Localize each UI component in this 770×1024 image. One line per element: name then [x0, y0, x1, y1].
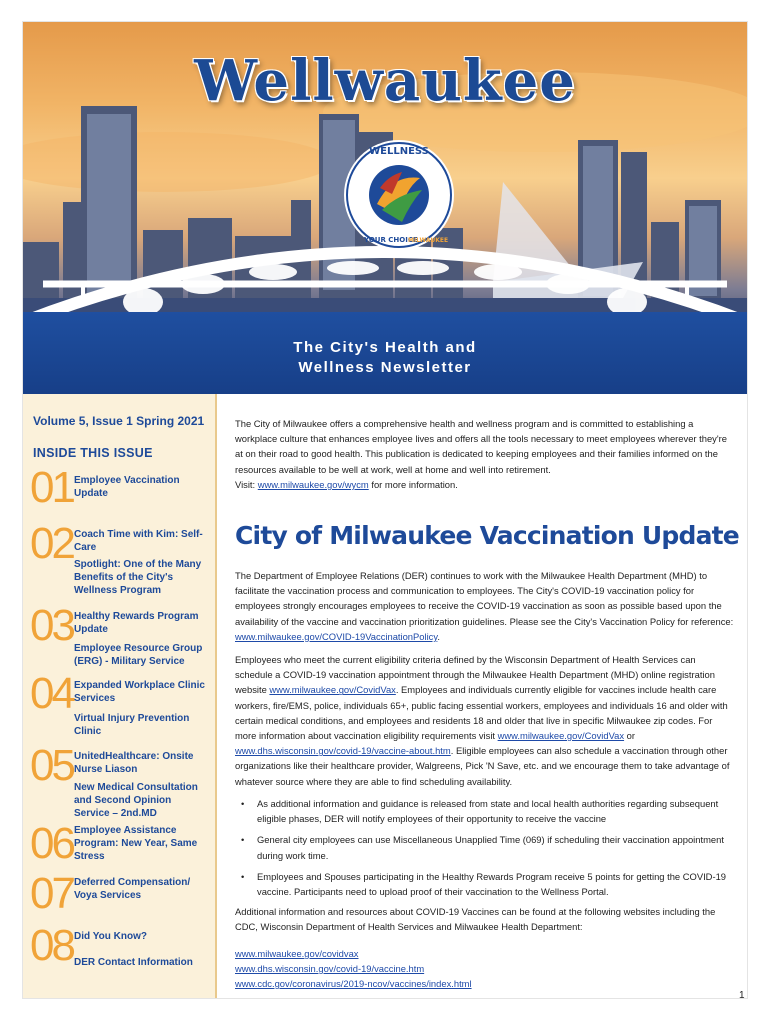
- sidebar: [23, 394, 217, 998]
- toc-item[interactable]: Spotlight: One of the Many Benefits of the City's Wellness Program: [74, 559, 202, 596]
- logo-bottom-right: MILWAUKEE: [408, 237, 449, 244]
- bullet-text: Employees and Spouses participating in the Healthy Rewards Program receive 5 points for getting the COVID-19 vaccine. Participants need to upload proof of their vaccination to the Wellness Portal.: [257, 870, 726, 898]
- list-item: [235, 869, 735, 899]
- toc-item[interactable]: Virtual Injury Prevention Clinic: [74, 713, 190, 737]
- bullet-list: [235, 796, 735, 905]
- header-banner: [23, 22, 747, 394]
- covidvax-link-2[interactable]: www.milwaukee.gov/CovidVax: [497, 730, 625, 742]
- newsletter-subtitle: [23, 338, 747, 378]
- toc-number: 02: [30, 519, 73, 568]
- toc-item[interactable]: Coach Time with Kim: Self-Care: [74, 529, 203, 553]
- p2-text-b: . Employees and individuals currently eligible for vaccines include health care workers, fire/EMS, police, individuals 65+, public facing essential workers, employees and individuals 16 and older with certain medical conditions, and employees and residents 18 and older that live in specific Milwaukee zip codes. For more information about vaccination eligibility requirements visit: [235, 684, 728, 742]
- volume-label: Volume 5, Issue 1 Spring 2021: [33, 414, 205, 428]
- toc-item[interactable]: New Medical Consultation and Second Opinion Service – 2nd.MD: [74, 782, 198, 819]
- p2-or: or: [624, 730, 636, 742]
- vaccination-policy-link[interactable]: www.milwaukee.gov/COVID-19VaccinationPolicy: [235, 630, 438, 642]
- intro-paragraph: [235, 416, 735, 492]
- toc-number: 05: [30, 741, 73, 790]
- inside-this-issue-heading: INSIDE THIS ISSUE: [33, 446, 153, 460]
- toc-item[interactable]: Employee Vaccination Update: [74, 475, 180, 499]
- list-item: [235, 832, 735, 862]
- wycm-link[interactable]: www.milwaukee.gov/wycm: [257, 478, 369, 490]
- toc-number: 04: [30, 669, 73, 718]
- resource-links: [235, 946, 735, 991]
- newsletter-page: [23, 22, 747, 998]
- toc-item[interactable]: Did You Know?: [74, 931, 147, 942]
- logo-bottom-left: YOUR CHOICE: [364, 236, 418, 244]
- dhs-vaccine-link[interactable]: www.dhs.wisconsin.gov/covid-19/vaccine.htm: [235, 963, 425, 974]
- subtitle-line-1: The City's Health and: [293, 339, 477, 356]
- toc-item[interactable]: Employee Resource Group (ERG) - Military Service: [74, 643, 203, 667]
- milwaukee-covidvax-link[interactable]: www.milwaukee.gov/covidvax: [235, 948, 359, 959]
- bullet-text: General city employees can use Miscellaneous Unapplied Time (069) if scheduling their vaccination appointment during work time.: [257, 834, 724, 861]
- intro-visit-suffix: for more information.: [368, 478, 458, 490]
- list-item: [235, 796, 735, 826]
- toc-item[interactable]: Deferred Compensation/ Voya Services: [74, 877, 191, 901]
- cdc-vaccines-link[interactable]: www.cdc.gov/coronavirus/2019-ncov/vaccines/index.html: [235, 978, 472, 989]
- dhs-vaccine-about-link[interactable]: www.dhs.wisconsin.gov/covid-19/vaccine-about.htm: [235, 745, 451, 757]
- toc-item[interactable]: UnitedHealthcare: Onsite Nurse Liason: [74, 751, 194, 775]
- article-paragraph-1: [235, 568, 735, 644]
- subtitle-line-2: Wellness Newsletter: [298, 359, 472, 376]
- p2-text-c: . Eligible employees can also schedule a vaccination through other organizations like their healthcare provider, Walgreens, Pick 'N Save, etc. and we encourage them to take advantage of whatever source where they are able to find scheduling availability.: [235, 745, 730, 787]
- masthead-title: Wellwaukee: [194, 48, 576, 114]
- bullet-text: As additional information and guidance is released from state and local health authorities regarding subsequent eligible phases, DER will notify employees of their opportunity to receive the vaccine: [257, 798, 719, 825]
- article-paragraph-3: Additional information and resources about COVID-19 Vaccines can be found at the following websites including the CDC, Wisconsin Department of Health Services and Milwaukee Health Department:: [235, 906, 716, 933]
- page-number: 1: [739, 990, 745, 998]
- bullet-icon: •: [241, 870, 245, 882]
- toc-item[interactable]: Healthy Rewards Program Update: [74, 611, 199, 635]
- toc-item[interactable]: DER Contact Information: [74, 957, 193, 968]
- toc-number: 07: [30, 869, 73, 918]
- intro-visit-label: Visit:: [235, 478, 258, 490]
- covidvax-link[interactable]: www.milwaukee.gov/CovidVax: [269, 684, 396, 696]
- intro-text: The City of Milwaukee offers a comprehensive health and wellness program and is committed to establishing a workplace culture that enhances employee lives and offers all the tools necessary to meet employees wherever they're at on their road to good health. This publication is dedicated to keeping employees and their families informed on the resources available to be well at work, well at home and well into retirement.: [235, 418, 727, 475]
- article-headline: City of Milwaukee Vaccination Update: [235, 521, 739, 550]
- p2-text-a: Employees who meet the current eligibility criteria defined by the Wisconsin Department of Health Services can schedule a COVID-19 vaccination appointment through the Milwaukee Health Department (MHD) online registration website: [235, 654, 715, 696]
- toc-number: 03: [30, 601, 73, 650]
- bullet-icon: •: [241, 834, 245, 846]
- article-paragraph-2: [235, 652, 735, 789]
- toc-number: 01: [30, 463, 73, 512]
- logo-top-text: WELLNESS: [369, 146, 429, 157]
- toc-number: 08: [30, 921, 73, 970]
- toc-item[interactable]: Expanded Workplace Clinic Services: [74, 680, 205, 704]
- p1-text: The Department of Employee Relations (DER) continues to work with the Milwaukee Health Department (MHD) to facilitate the vaccination process and communication to employees. The City's COVID-19 vaccination policy for employees strongly encourages employees to receive the COVID-19 vaccination as soon as possible based upon the availability of the vaccine and vaccination prioritization guidelines. Please see the City's Vaccination Policy for reference:: [235, 570, 734, 627]
- p1-end: .: [437, 630, 440, 642]
- wellness-logo: [342, 138, 456, 252]
- toc-number: 06: [30, 819, 73, 868]
- bullet-icon: •: [241, 798, 245, 809]
- toc-item[interactable]: Employee Assistance Program: New Year, Same Stress: [74, 825, 198, 862]
